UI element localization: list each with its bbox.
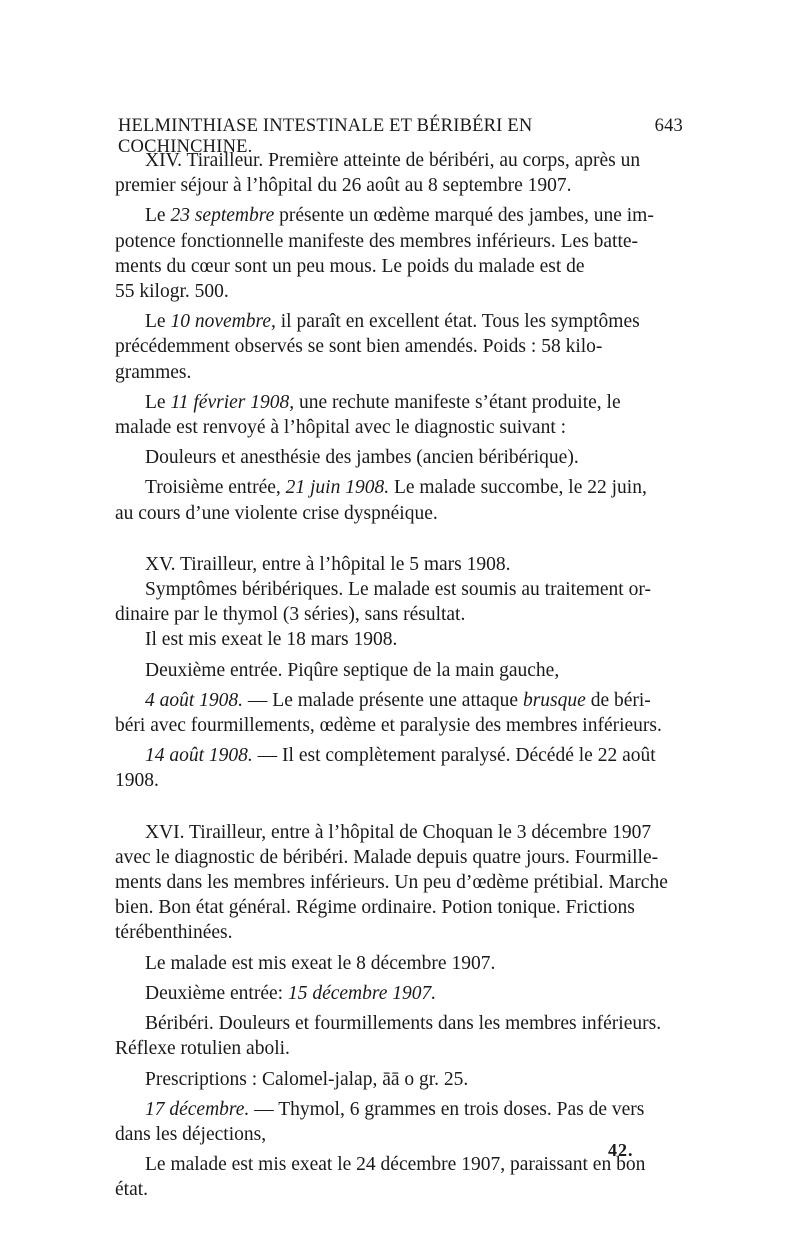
text-line: XIV. Tirailleur. Première atteinte de béribéri, au corps, après un: [145, 150, 641, 171]
text-line: grammes.: [115, 361, 192, 383]
text-line: au cours d’une violente crise dyspnéique.: [115, 502, 438, 524]
text-line: béri avec fourmillements, œdème et paralysie des membres inférieurs.: [115, 715, 662, 737]
paragraph: [115, 577, 680, 627]
text-line: de béri-: [585, 689, 651, 711]
text-line: avec le diagnostic de béribéri. Malade depuis quatre jours. Fourmille-: [115, 846, 659, 868]
paragraph: [145, 658, 680, 683]
paragraph: [115, 820, 680, 946]
text-line: malade est renvoyé à l’hôpital avec le diagnostic suivant :: [115, 417, 567, 439]
text-line: dans les déjections,: [115, 1123, 267, 1145]
paragraph: [115, 203, 680, 304]
paragraph: [115, 148, 680, 198]
text-line: bien. Bon état général. Régime ordinaire. Potion tonique. Frictions: [115, 897, 635, 919]
page-number: 643: [654, 116, 683, 136]
text-line: ments dans les membres inférieurs. Un peu d’œdème prétibial. Marche: [115, 872, 668, 894]
signature-mark: 42.: [608, 1140, 634, 1160]
paragraph: [145, 552, 680, 577]
header-title: HELMINTHIASE INTESTINALE ET BÉRIBÉRI EN COCHINCHINE.: [118, 116, 533, 157]
paragraph: [115, 1011, 680, 1061]
text-line: Il est mis exeat le 18 mars 1908.: [145, 629, 398, 651]
italic-text: 23 septembre: [170, 205, 275, 227]
body-text: [115, 148, 680, 1203]
text-line: premier séjour à l’hôpital du 26 août au 8 septembre 1907.: [115, 175, 572, 197]
italic-text: 15 décembre 1907.: [287, 982, 437, 1004]
text-line: — Il est complètement paralysé. Décédé le 22 août: [252, 745, 656, 767]
text-line: précédemment observés se sont bien amendés. Poids : 58 kilo-: [115, 336, 603, 358]
italic-text: 14 août 1908.: [145, 745, 253, 767]
paragraph: [115, 1152, 680, 1202]
paragraph: [145, 627, 680, 652]
text-line: il paraît en excellent état. Tous les symptômes: [275, 311, 640, 333]
text-line: Réflexe rotulien aboli.: [115, 1038, 290, 1060]
italic-text: 11 février 1908,: [170, 391, 295, 413]
paragraph: [115, 688, 680, 738]
italic-text: 4 août 1908.: [145, 689, 244, 711]
paragraph: [115, 390, 680, 440]
paragraph: [145, 981, 680, 1006]
text-line: Prescriptions : Calomel-jalap, āā o gr. 25.: [145, 1068, 469, 1090]
paragraph: [145, 951, 680, 976]
text-line: Le malade est mis exeat le 8 décembre 1907.: [145, 952, 496, 974]
text-line: Troisième entrée,: [145, 477, 286, 499]
text-line: dinaire par le thymol (3 séries), sans résultat.: [115, 604, 466, 626]
text-line: 1908.: [115, 770, 159, 792]
case-xv: [115, 552, 680, 794]
text-line: Le: [145, 311, 171, 333]
text-line: Douleurs et anesthésie des jambes (ancien béribérique).: [145, 447, 579, 469]
text-line: Le malade succombe, le 22 juin,: [389, 477, 647, 499]
text-line: potence fonctionnelle manifeste des membres inférieurs. Les batte-: [115, 230, 639, 252]
text-line: une rechute manifeste s’étant produite, le: [294, 391, 621, 413]
text-line: état.: [115, 1179, 149, 1201]
text-line: Deuxième entrée:: [145, 982, 288, 1004]
text-line: Béribéri. Douleurs et fourmillements dans les membres inférieurs.: [145, 1013, 662, 1035]
paragraph: [145, 1067, 680, 1092]
text-line: Deuxième entrée. Piqûre septique de la main gauche,: [145, 659, 560, 681]
text-line: Le malade est mis exeat le 24 décembre 1907, paraissant en bon: [145, 1154, 646, 1176]
italic-text: brusque: [522, 689, 586, 711]
text-line: 55 kilogr. 500.: [115, 281, 229, 303]
text-line: Le: [145, 391, 171, 413]
paragraph: [145, 445, 680, 470]
case-xiv: [115, 148, 680, 526]
text-line: — Le malade présente une attaque: [243, 689, 523, 711]
italic-text: 10 novembre,: [170, 311, 276, 333]
text-line: XV. Tirailleur, entre à l’hôpital le 5 mars 1908.: [145, 553, 511, 575]
text-line: térébenthinées.: [115, 922, 233, 944]
text-line: Symptômes béribériques. Le malade est soumis au traitement or-: [145, 579, 651, 601]
text-line: XVI. Tirailleur, entre à l’hôpital de Choquan le 3 décembre 1907: [145, 821, 652, 843]
text-line: Le: [145, 205, 171, 227]
paragraph: [115, 743, 680, 793]
italic-text: 17 décembre.: [145, 1098, 250, 1120]
paragraph: [115, 1097, 680, 1147]
case-xvi: [115, 820, 680, 1203]
text-line: ments du cœur sont un peu mous. Le poids du malade est de: [115, 255, 585, 277]
italic-text: 21 juin 1908.: [285, 477, 390, 499]
paragraph: [115, 475, 680, 525]
paragraph: [115, 309, 680, 385]
text-line: — Thymol, 6 grammes en trois doses. Pas de vers: [249, 1098, 645, 1120]
text-line: présente un œdème marqué des jambes, une im-: [274, 205, 654, 227]
